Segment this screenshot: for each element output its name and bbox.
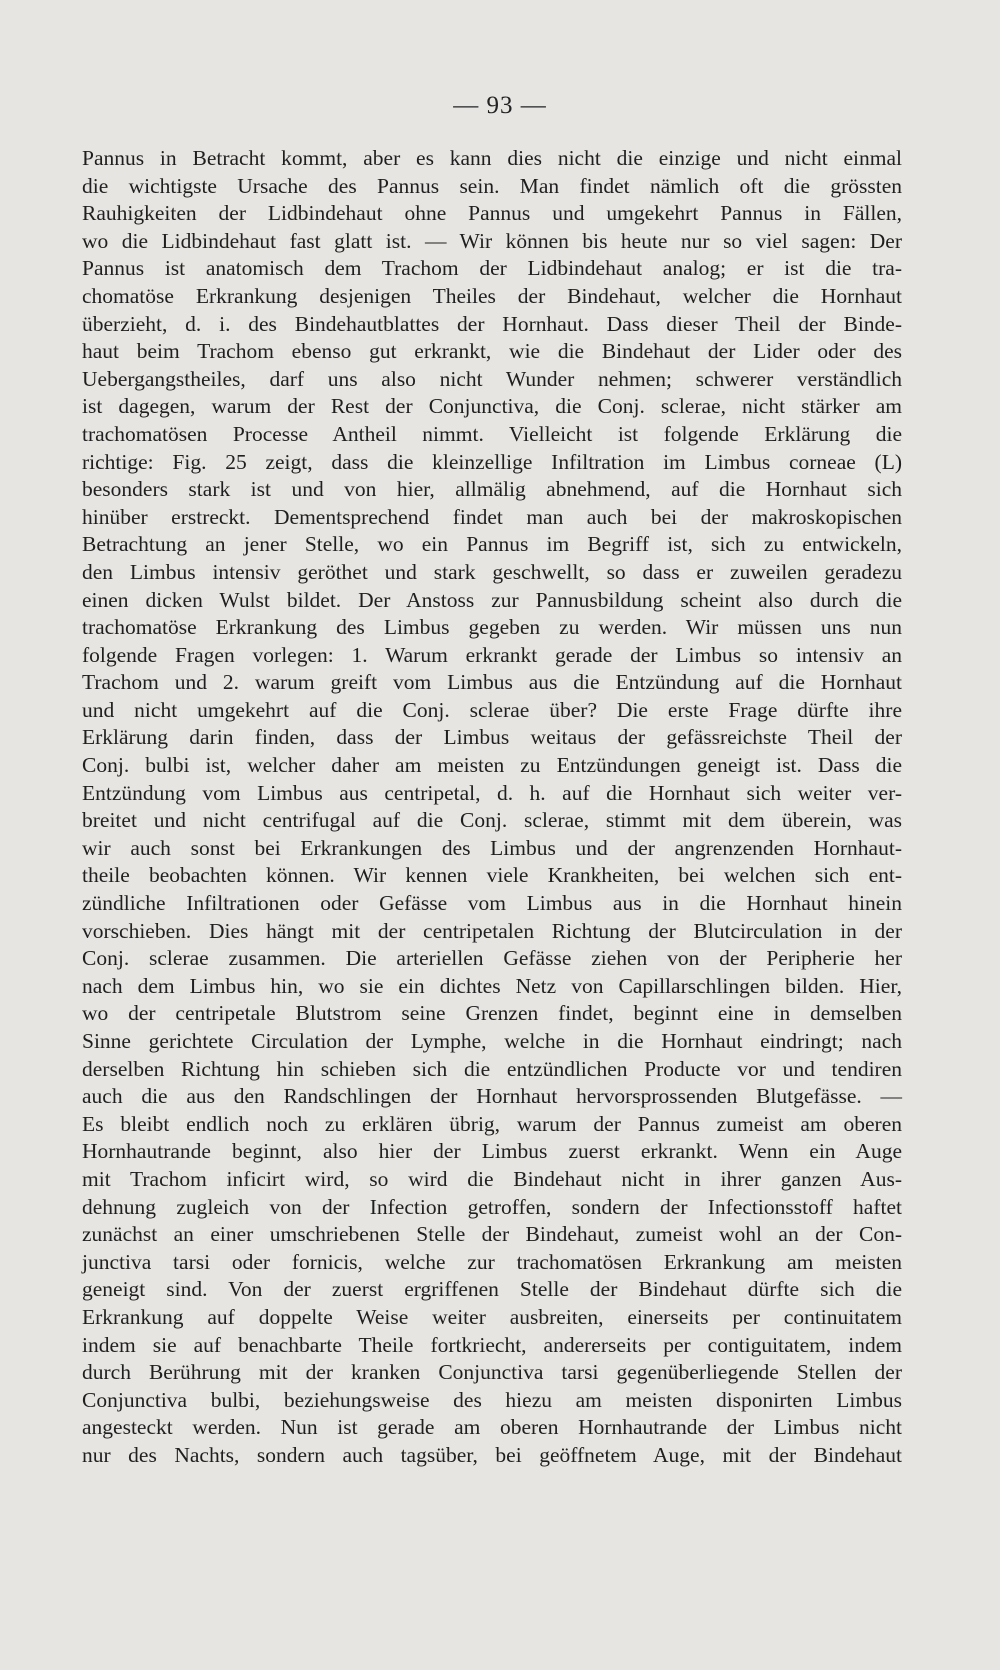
text-line: theile beobachten können. Wir kennen viele Krankheiten, bei welchen sich ent- xyxy=(82,863,902,888)
text-line: nur des Nachts, sondern auch tagsüber, bei geöffnetem Auge, mit der Bindehaut xyxy=(82,1442,902,1467)
text-line: vorschieben. Dies hängt mit der centripetalen Richtung der Blutcirculation in der xyxy=(82,918,902,943)
text-line: dehnung zugleich von der Infection getroffen, sondern der Infectionsstoff haftet xyxy=(82,1194,902,1219)
text-line: überzieht, d. i. des Bindehautblattes der Hornhaut. Dass dieser Theil der Binde- xyxy=(82,311,902,336)
text-line: und nicht umgekehrt auf die Conj. sclerae über? Die erste Frage dürfte ihre xyxy=(82,697,902,722)
text-line: zündliche Infiltrationen oder Gefässe vom Limbus aus in die Hornhaut hinein xyxy=(82,891,902,916)
text-line: hinüber erstreckt. Dementsprechend findet man auch bei der makroskopischen xyxy=(82,504,902,529)
text-line: Erklärung darin finden, dass der Limbus weitaus der gefässreichste Theil der xyxy=(82,725,902,750)
text-line: folgende Fragen vorlegen: 1. Warum erkrankt gerade der Limbus so intensiv an xyxy=(82,642,902,667)
text-line: richtige: Fig. 25 zeigt, dass die kleinzellige Infiltration im Limbus corneae (L) xyxy=(82,449,902,474)
text-line: Trachom und 2. warum greift vom Limbus aus die Entzündung auf die Hornhaut xyxy=(82,670,902,695)
text-line: Conj. sclerae zusammen. Die arteriellen Gefässe ziehen von der Peripherie her xyxy=(82,946,902,971)
body-text xyxy=(82,145,902,1470)
text-line: wo der centripetale Blutstrom seine Grenzen findet, beginnt eine in demselben xyxy=(82,1001,902,1026)
text-line: haut beim Trachom ebenso gut erkrankt, wie die Bindehaut der Lider oder des xyxy=(82,339,902,364)
text-line: wir auch sonst bei Erkrankungen des Limbus und der angrenzenden Hornhaut- xyxy=(82,835,902,860)
text-line: wo die Lidbindehaut fast glatt ist. — Wir können bis heute nur so viel sagen: Der xyxy=(82,228,902,253)
text-line: indem sie auf benachbarte Theile fortkriecht, andererseits per contiguitatem, indem xyxy=(82,1332,902,1357)
text-line: Es bleibt endlich noch zu erklären übrig, warum der Pannus zumeist am oberen xyxy=(82,1111,902,1136)
text-line: Betrachtung an jener Stelle, wo ein Pannus im Begriff ist, sich zu entwickeln, xyxy=(82,532,902,557)
text-line: einen dicken Wulst bildet. Der Anstoss zur Pannusbildung scheint also durch die xyxy=(82,587,902,612)
text-line: geneigt sind. Von der zuerst ergriffenen Stelle der Bindehaut dürfte sich die xyxy=(82,1277,902,1302)
text-line: Sinne gerichtete Circulation der Lymphe, welche in die Hornhaut eindringt; nach xyxy=(82,1029,902,1053)
text-line: den Limbus intensiv geröthet und stark geschwellt, so dass er zuweilen geradezu xyxy=(82,559,902,584)
text-line: trachomatöse Erkrankung des Limbus gegeben zu werden. Wir müssen uns nun xyxy=(82,615,902,640)
text-line: Pannus in Betracht kommt, aber es kann dies nicht die einzige und nicht einmal xyxy=(82,146,902,170)
text-line: Conjunctiva bulbi, beziehungsweise des hiezu am meisten disponirten Limbus xyxy=(82,1387,902,1412)
text-line: Conj. bulbi ist, welcher daher am meisten zu Entzündungen geneigt ist. Dass die xyxy=(82,753,902,778)
text-line: Hornhautrande beginnt, also hier der Limbus zuerst erkrankt. Wenn ein Auge xyxy=(82,1139,902,1164)
text-line: trachomatösen Processe Antheil nimmt. Vielleicht ist folgende Erklärung die xyxy=(82,421,902,446)
page-number: — 93 — xyxy=(453,92,547,119)
text-line: Entzündung vom Limbus aus centripetal, d. h. auf die Hornhaut sich weiter ver- xyxy=(82,780,902,805)
text-line: die wichtigste Ursache des Pannus sein. Man findet nämlich oft die grössten xyxy=(82,173,902,198)
text-line: nach dem Limbus hin, wo sie ein dichtes Netz von Capillarschlingen bilden. Hier, xyxy=(82,973,902,998)
text-line: besonders stark ist und von hier, allmälig abnehmend, auf die Hornhaut sich xyxy=(82,477,902,502)
text-line: junctiva tarsi oder fornicis, welche zur trachomatösen Erkrankung am meisten xyxy=(82,1249,902,1274)
text-line: Erkrankung auf doppelte Weise weiter ausbreiten, einerseits per continuitatem xyxy=(82,1304,902,1329)
text-line: auch die aus den Randschlingen der Hornhaut hervorsprossenden Blutgefässe. — xyxy=(82,1084,902,1109)
text-line: Uebergangstheiles, darf uns also nicht Wunder nehmen; schwerer verständlich xyxy=(82,366,902,391)
text-line: durch Berührung mit der kranken Conjunctiva tarsi gegenüberliegende Stellen der xyxy=(82,1360,902,1385)
text-line: Rauhigkeiten der Lidbindehaut ohne Pannus und umgekehrt Pannus in Fällen, xyxy=(82,201,902,226)
text-line: zunächst an einer umschriebenen Stelle der Bindehaut, zumeist wohl an der Con- xyxy=(82,1222,902,1247)
text-line: derselben Richtung hin schieben sich die entzündlichen Producte vor und tendiren xyxy=(82,1056,902,1081)
text-line: chomatöse Erkrankung desjenigen Theiles der Bindehaut, welcher die Hornhaut xyxy=(82,283,902,308)
text-line: mit Trachom inficirt wird, so wird die Bindehaut nicht in ihrer ganzen Aus- xyxy=(82,1166,902,1191)
text-line: breitet und nicht centrifugal auf die Conj. sclerae, stimmt mit dem überein, was xyxy=(82,808,902,833)
text-line: angesteckt werden. Nun ist gerade am oberen Hornhautrande der Limbus nicht xyxy=(82,1415,902,1440)
text-line: Pannus ist anatomisch dem Trachom der Lidbindehaut analog; er ist die tra- xyxy=(82,256,902,281)
text-line: ist dagegen, warum der Rest der Conjunctiva, die Conj. sclerae, nicht stärker am xyxy=(82,394,902,419)
